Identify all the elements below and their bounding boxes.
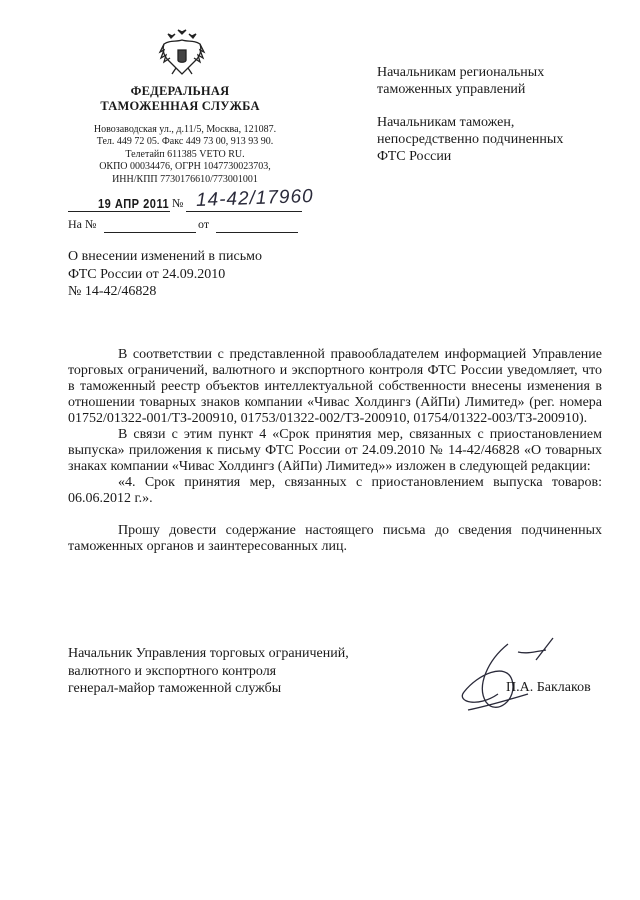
body-paragraph: В связи с этим пункт 4 «Срок принятия мер, связанных с приостановлением выпуска» приложения к письму ФТС России от 24.09.2010 № 14-42/46828 «О товарных знаках компании «Чивас Холдингз (АйПи) Лимитед»» изложен в следующей редакции: (68, 427, 602, 474)
body-paragraph: «4. Срок принятия мер, связанных с приостановлением выпуска товаров: 06.06.2012 г.». (68, 475, 602, 506)
ref-from: от (198, 217, 210, 231)
ref-from-row (198, 217, 209, 232)
subject-line: № 14-42/46828 (68, 284, 157, 299)
title-line: генерал-майор таможенной службы (68, 681, 282, 696)
registration-number: 14-42/17960 (195, 185, 315, 212)
reference-row (68, 217, 96, 232)
letter-subject (68, 248, 328, 301)
signatory-title (68, 645, 368, 698)
body-paragraph: Прошу довести содержание настоящего письма до сведения подчиненных таможенных органов и заинтересованных лиц. (68, 523, 602, 554)
signatory-name: П.А. Баклаков (506, 680, 591, 695)
recipient-line: таможенных управлений (377, 82, 526, 97)
recipients-block (377, 64, 627, 181)
title-line: Начальник Управления торговых ограничений, (68, 646, 349, 661)
recipient-line: непосредственно подчиненных (377, 132, 564, 147)
okpo-ogrn: ОКПО 00034476, ОГРН 1047730023703, (99, 161, 271, 173)
ref-label: На № (68, 217, 97, 231)
state-emblem-icon (158, 28, 206, 78)
recipient-line: Начальникам региональных (377, 65, 545, 80)
ref-date-underline (216, 232, 298, 233)
teletype: Телетайп 611385 VETO RU. (125, 148, 245, 160)
date-underline (68, 211, 170, 212)
registration-date: 19 АПР 2011 (98, 196, 170, 211)
org-name-line1: ФЕДЕРАЛЬНАЯ (130, 84, 230, 98)
recipient-line: Начальникам таможен, (377, 115, 515, 130)
org-name-line2: ТАМОЖЕННАЯ СЛУЖБА (100, 99, 260, 113)
organization-name (70, 84, 290, 114)
number-sign: № (172, 196, 184, 210)
title-line: валютного и экспортного контроля (68, 663, 277, 679)
recipient-line: ФТС России (377, 149, 452, 164)
inn-kpp: ИНН/КПП 7730176610/773001001 (112, 173, 258, 185)
body-paragraph: В соответствии с представленной правообладателем информацией Управление торговых ограничений, валютного и экспортного контроля ФТС России уведомляет, что в таможенный реестр объектов интеллектуальной собственности внесены изменения в отношении товарных знаков компании «Чивас Холдингз (АйПи) Лимитед» (рег. номера 01752/01322-001/ТЗ-200910, 01753/01322-002/ТЗ-200910, 01754/01322-003/ТЗ-200910). (68, 347, 602, 426)
handwritten-signature (438, 630, 558, 720)
phone-fax: Тел. 449 72 05. Факс 449 73 00, 913 93 90. (96, 136, 274, 148)
ref-number-underline (104, 232, 196, 233)
address: Новозаводская ул., д.11/5, Москва, 121087. (93, 124, 277, 135)
subject-line: ФТС России от 24.09.2010 (68, 266, 226, 282)
subject-line: О внесении изменений в письмо (68, 249, 262, 264)
letter-body (68, 347, 602, 555)
organization-contacts (70, 124, 300, 186)
